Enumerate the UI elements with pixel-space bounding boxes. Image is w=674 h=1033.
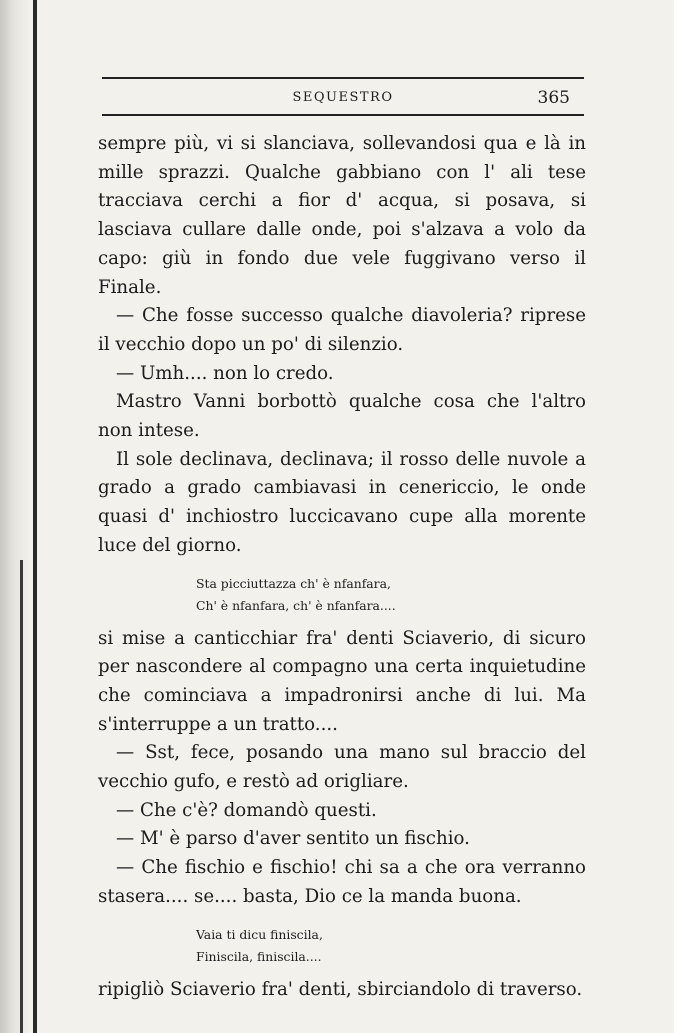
verse-line: Sta picciuttazza ch' è nfanfara,	[196, 575, 391, 591]
header-rule-top	[102, 77, 584, 79]
paragraph: — Che fischio e fischio! chi sa a che ora verranno stasera.... se.... basta, Dio ce la manda buona.	[98, 857, 586, 907]
paragraph: sempre più, vi si slanciava, sollevandosi qua e là in mille sprazzi. Qualche gabbiano con l' ali tese tracciava cerchi a fior d' acqua, si posava, si lasciava cullare dalle onde, poi s'alzava a volo da capo: giù in fondo due vele fuggivano verso il Finale.	[98, 133, 586, 298]
verse-quote	[196, 924, 586, 968]
paragraph: Il sole declinava, declinava; il rosso delle nuvole a grado a grado cambiavasi in cenericcio, le onde quasi d' inchiostro luccicavano cupe alla morente luce del giorno.	[98, 448, 586, 556]
header-rule-bottom	[102, 114, 584, 116]
gutter-edge-line	[33, 0, 37, 1033]
paragraph: — Che fosse successo qualche diavoleria? riprese il vecchio dopo un po' di silenzio.	[98, 305, 586, 355]
paragraph: si mise a canticchiar fra' denti Sciaverio, di sicuro per nascondere al compagno una certa inquietudine che cominciava a impadronirsi anche di lui. Ma s'interruppe a un tratto....	[98, 627, 586, 735]
paragraph: ripigliò Sciaverio fra' denti, sbirciandolo di traverso.	[98, 978, 583, 1000]
paragraph: Mastro Vanni borbottò qualche cosa che l'altro non intese.	[98, 391, 586, 442]
verse-line: Ch' è nfanfara, ch' è nfanfara....	[196, 597, 396, 613]
running-head	[102, 90, 584, 112]
verse-line: Finiscila, finiscila....	[196, 948, 322, 964]
book-page	[78, 0, 598, 1033]
paragraph: — M' è parso d'aver sentito un fischio.	[116, 828, 470, 850]
page-number: 365	[537, 88, 570, 108]
verse-line: Vaia ti dicu finiscila,	[196, 926, 323, 942]
paragraph: — Sst, fece, posando una mano sul braccio del vecchio gufo, e restò ad origliare.	[98, 742, 586, 793]
gutter-edge-line-lower	[20, 560, 23, 1033]
verse-quote	[196, 573, 586, 617]
paragraph: — Umh.... non lo credo.	[116, 362, 334, 384]
running-head-title: SEQUESTRO	[292, 90, 394, 105]
body-text	[98, 130, 586, 1004]
paragraph: — Che c'è? domandò questi.	[116, 799, 377, 821]
